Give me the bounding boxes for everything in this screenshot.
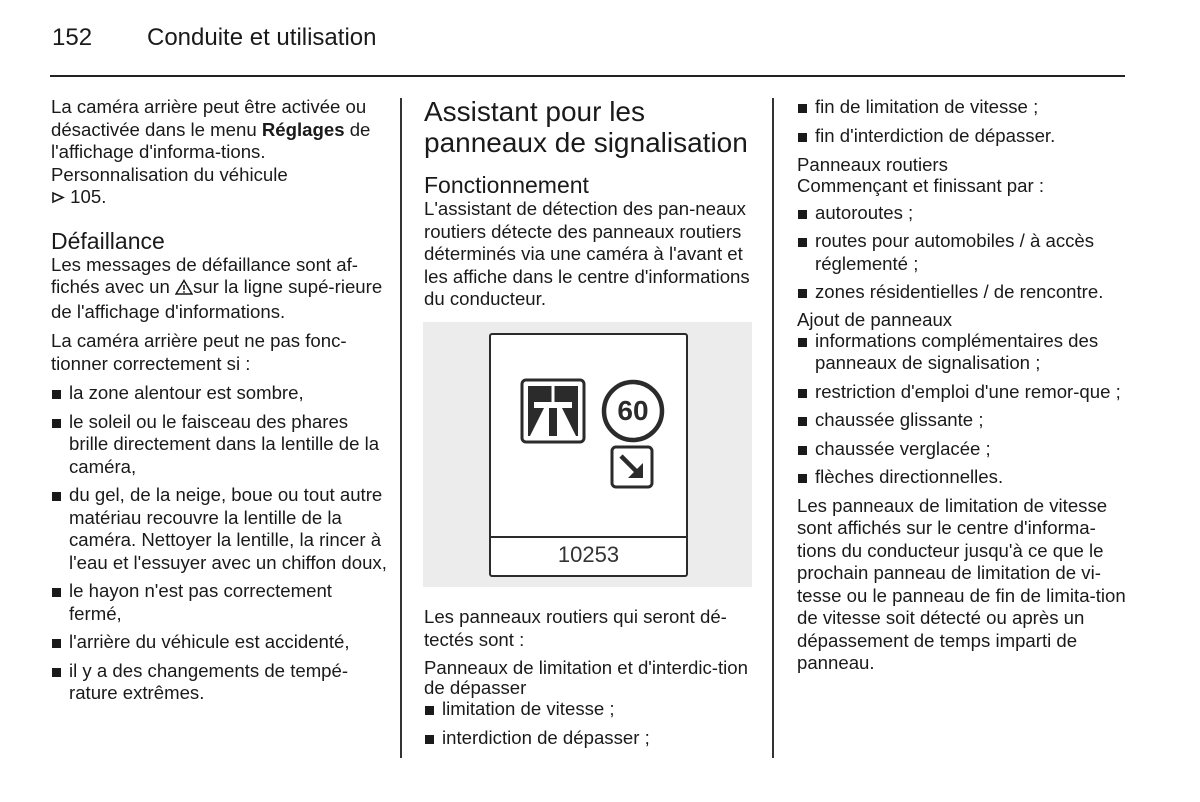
operation-paragraph: L'assistant de détection des pan-neaux routiers détecte des panneaux routiers déterminés via une caméra à l'avant et les affiche dans le centre d'informations du conducteur. [424, 198, 750, 309]
fault-conditions-list [51, 382, 387, 705]
settings-menu-name: Réglages [261, 118, 345, 140]
limit-signs-heading: Panneaux de limitation et d'interdic-tion de dépasser [424, 657, 748, 698]
fault-heading: Défaillance [51, 227, 165, 254]
fault-paragraph-1: Les messages de défaillance sont af-fichés avec un sur la ligne supé-rieure de l'affichage d'informations. [51, 253, 383, 322]
speed-limit-value: 60 [617, 395, 649, 426]
list-item: autoroutes ; [797, 202, 1129, 225]
camera-intro-paragraph: La caméra arrière peut être activée ou désactivée dans le menu Réglages de l'affichage d'informa-tions. Personnalisation du véhicule 105. [51, 96, 371, 207]
column-divider-1 [400, 98, 402, 758]
column-3 [797, 96, 1129, 682]
road-signs-heading: Panneaux routiers [797, 154, 948, 175]
road-signs-list [797, 202, 1129, 304]
list-item: zones résidentielles / de rencontre. [797, 281, 1129, 304]
speed-limit-sign [601, 379, 665, 443]
operation-subheading: Fonctionnement [424, 172, 589, 198]
additional-signs-list [797, 330, 1129, 489]
odometer-reading: 10253 [557, 542, 620, 567]
column-divider-2 [772, 98, 774, 758]
column-2 [424, 96, 756, 318]
detected-signs-paragraph: Les panneaux routiers qui seront dé-tectés sont : [424, 606, 727, 650]
list-item: flèches directionnelles. [797, 466, 1129, 489]
section-heading: Assistant pour les panneaux de signalisation [424, 96, 748, 158]
list-item: la zone alentour est sombre, [51, 382, 387, 405]
list-item: fin d'interdiction de dépasser. [797, 125, 1129, 148]
page-number: 152 [52, 24, 93, 51]
sign-display-illustration [423, 322, 752, 587]
list-item: du gel, de la neige, boue ou tout autre matériau recouvre la lentille de la caméra. Nettoyer la lentille, la rincer à l'eau et l'essuyer avec un chiffon doux, [51, 484, 387, 574]
list-item: informations complémentaires des panneaux de signalisation ; [797, 330, 1129, 375]
list-item: le hayon n'est pas correctement fermé, [51, 580, 387, 625]
list-item: routes pour automobiles / à accès réglementé ; [797, 230, 1129, 275]
list-item: l'arrière du véhicule est accidenté, [51, 631, 387, 654]
list-item: chaussée verglacée ; [797, 438, 1129, 461]
list-item: limitation de vitesse ; [424, 698, 756, 721]
fault-paragraph-2: La caméra arrière peut ne pas fonc-tionner correctement si : [51, 330, 347, 374]
page-title: Conduite et utilisation [147, 24, 377, 51]
list-item: fin de limitation de vitesse ; [797, 96, 1129, 119]
list-item: chaussée glissante ; [797, 409, 1129, 432]
list-item: le soleil ou le faisceau des phares brille directement dans la lentille de la caméra, [51, 411, 387, 479]
end-signs-list [797, 96, 1129, 147]
list-item: interdiction de dépasser ; [424, 727, 756, 750]
warning-triangle-icon [175, 278, 193, 301]
column-1 [51, 96, 387, 711]
road-signs-intro: Commençant et finissant par : [797, 175, 1044, 196]
page-reference: 105. [70, 186, 107, 207]
display-divider [491, 536, 686, 538]
list-item: il y a des changements de tempé-rature extrêmes. [51, 660, 387, 705]
direction-arrow-sign-icon [610, 445, 654, 489]
limit-signs-list [424, 698, 756, 749]
header-divider [50, 75, 1125, 77]
additional-signs-heading: Ajout de panneaux [797, 308, 953, 330]
list-item: restriction d'emploi d'une remor-que ; [797, 381, 1129, 404]
page-reference-icon [51, 186, 65, 207]
column-2-lower [424, 606, 756, 755]
motorway-sign-icon [520, 378, 586, 444]
driver-info-display [489, 333, 688, 577]
speed-limit-display-paragraph: Les panneaux de limitation de vitesse sont affichés sur le centre d'informa-tions du conducteur jusqu'à ce que le prochain panneau de limitation de vi-tesse ou le panneau de fin de limita-tion de vitesse soit détecté ou après un dépassement de temps imparti de panneau. [797, 494, 1126, 673]
